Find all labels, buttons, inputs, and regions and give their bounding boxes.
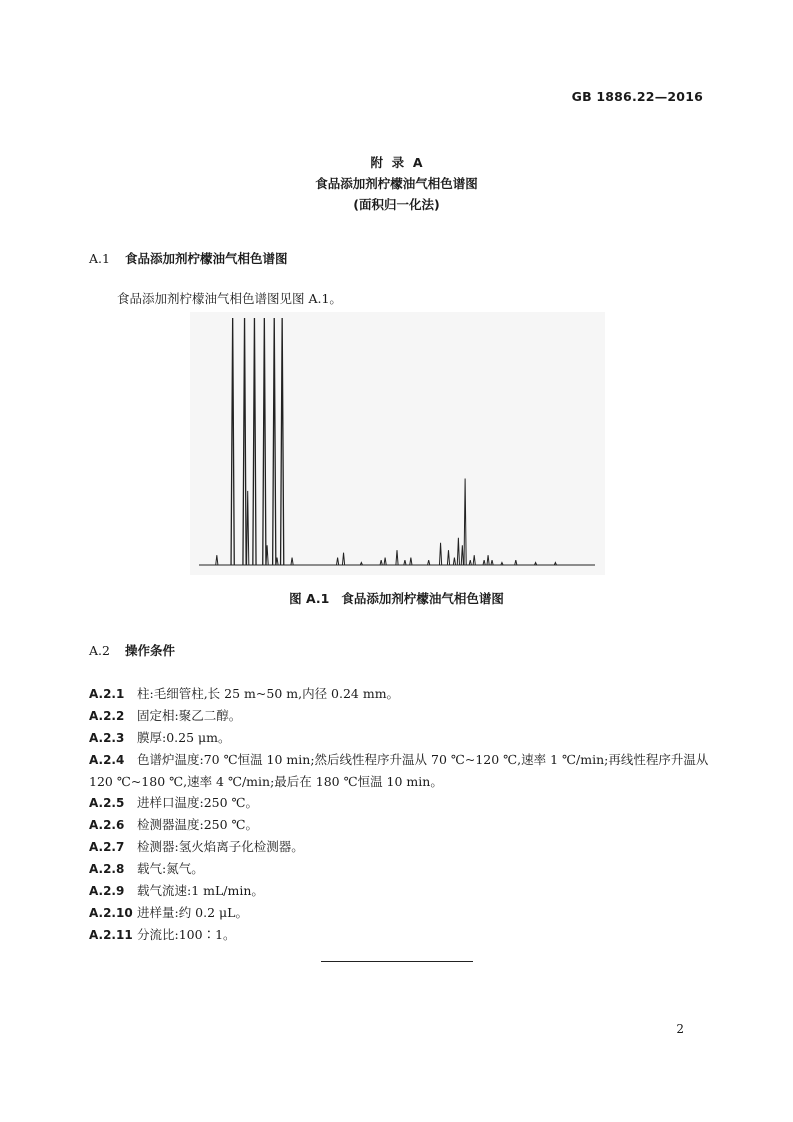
section-a2-number: A.2 bbox=[89, 643, 110, 658]
section-a1-heading bbox=[89, 249, 288, 267]
condition-number: A.2.1 bbox=[89, 687, 125, 701]
condition-number: A.2.2 bbox=[89, 709, 125, 723]
condition-number: A.2.3 bbox=[89, 731, 125, 745]
chromatogram-figure bbox=[190, 312, 605, 575]
condition-number: A.2.7 bbox=[89, 840, 125, 854]
annex-heading bbox=[0, 152, 793, 215]
figure-caption bbox=[0, 589, 793, 607]
condition-number: A.2.4 bbox=[89, 753, 125, 767]
annex-label: 附 录 A bbox=[370, 155, 423, 170]
page-number: 2 bbox=[676, 1022, 684, 1036]
condition-item bbox=[89, 814, 709, 836]
condition-item bbox=[89, 727, 709, 749]
condition-item bbox=[89, 858, 709, 880]
annex-subtitle: (面积归一化法) bbox=[353, 197, 440, 212]
condition-item bbox=[89, 902, 709, 924]
condition-text: 进样量:约 0.2 μL。 bbox=[137, 905, 248, 920]
condition-item bbox=[89, 924, 709, 946]
condition-item bbox=[89, 792, 709, 814]
condition-number: A.2.6 bbox=[89, 818, 125, 832]
end-rule bbox=[321, 961, 473, 962]
condition-text: 柱:毛细管柱,长 25 m~50 m,内径 0.24 mm。 bbox=[137, 686, 400, 701]
figure-caption-text: 食品添加剂柠檬油气相色谱图 bbox=[341, 591, 504, 606]
condition-number: A.2.5 bbox=[89, 796, 125, 810]
section-a1-text: 食品添加剂柠檬油气相色谱图见图 A.1。 bbox=[117, 291, 342, 306]
conditions-list bbox=[89, 683, 709, 946]
condition-number: A.2.8 bbox=[89, 862, 125, 876]
condition-item bbox=[89, 705, 709, 727]
chart-background bbox=[190, 312, 605, 575]
condition-number: A.2.11 bbox=[89, 928, 133, 942]
condition-text: 分流比:100∶1。 bbox=[137, 927, 236, 942]
condition-text: 检测器:氢火焰离子化检测器。 bbox=[137, 839, 304, 854]
condition-text: 检测器温度:250 ℃。 bbox=[137, 817, 259, 832]
condition-text: 进样口温度:250 ℃。 bbox=[137, 795, 259, 810]
condition-text: 色谱炉温度:70 ℃恒温 10 min;然后线性程序升温从 70 ℃~120 ℃,速率 1 ℃/min;再线性程序升温从 120 ℃~180 ℃,速率 4 ℃/min;最后在 180 ℃恒温 10 min。 bbox=[89, 752, 709, 789]
figure-label: 图 A.1 bbox=[289, 591, 330, 606]
section-a2-heading bbox=[89, 641, 175, 659]
condition-item bbox=[89, 683, 709, 705]
standard-number: GB 1886.22—2016 bbox=[571, 89, 703, 104]
section-a2-title: 操作条件 bbox=[125, 643, 176, 658]
condition-text: 固定相:聚乙二醇。 bbox=[137, 708, 242, 723]
condition-text: 载气流速:1 mL/min。 bbox=[137, 883, 264, 898]
condition-item bbox=[89, 880, 709, 902]
annex-title: 食品添加剂柠檬油气相色谱图 bbox=[315, 176, 478, 191]
condition-text: 膜厚:0.25 μm。 bbox=[137, 730, 231, 745]
condition-number: A.2.9 bbox=[89, 884, 125, 898]
condition-text: 载气:氮气。 bbox=[137, 861, 204, 876]
section-a1-title: 食品添加剂柠檬油气相色谱图 bbox=[125, 251, 288, 266]
section-a1-number: A.1 bbox=[89, 251, 110, 266]
condition-item bbox=[89, 749, 709, 792]
condition-number: A.2.10 bbox=[89, 906, 133, 920]
condition-item bbox=[89, 836, 709, 858]
chromatogram-chart bbox=[190, 312, 605, 575]
